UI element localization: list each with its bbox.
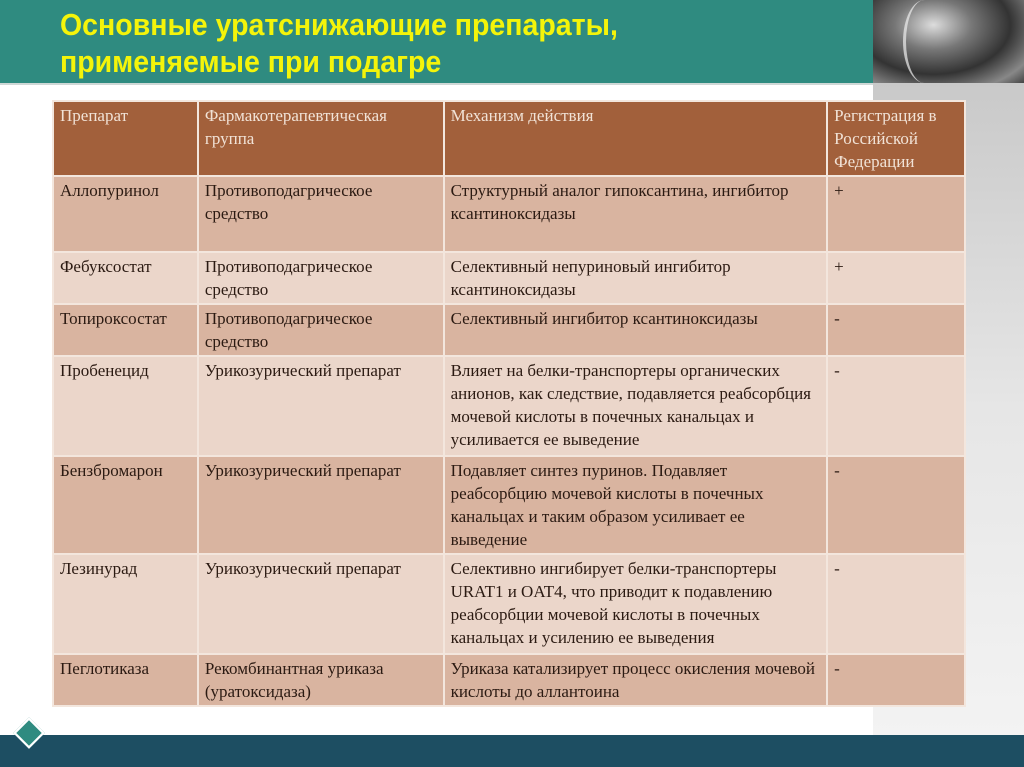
header-drug: Препарат [53, 101, 198, 176]
drug-name-cell: Пробенецид [53, 356, 198, 456]
header-group: Фармакотерапевтическая группа [198, 101, 444, 176]
drug-name-cell: Лезинурад [53, 554, 198, 654]
drug-name-cell: Топироксостат [53, 304, 198, 356]
title-line-1: Основные уратснижающие препараты, [60, 7, 618, 42]
title-line-2: применяемые при подагре [60, 44, 442, 79]
mechanism-cell: Селективно ингибирует белки-транспортеры URAT1 и OAT4, что приводит к подавлению реабсорбции мочевой кислоты в почечных канальцах и усилению ее выведения [444, 554, 828, 654]
table-row [53, 252, 965, 304]
pharm-group-cell: Урикозурический препарат [198, 356, 444, 456]
registration-cell: + [827, 252, 965, 304]
drug-name-cell: Аллопуринол [53, 176, 198, 252]
pharm-group-cell: Рекомбинантная уриказа (уратоксидаза) [198, 654, 444, 706]
footer-bar [0, 735, 1024, 767]
mechanism-cell: Влияет на белки-транспортеры органических анионов, как следствие, подавляется реабсорбция мочевой кислоты в почечных канальцах и усиливается ее выведение [444, 356, 828, 456]
pharm-group-cell: Урикозурический препарат [198, 456, 444, 554]
table-row [53, 304, 965, 356]
table-row [53, 456, 965, 554]
slide-title [60, 6, 618, 80]
header-mechanism: Механизм действия [444, 101, 828, 176]
registration-cell: - [827, 356, 965, 456]
title-bar [0, 0, 873, 83]
mechanism-cell: Селективный непуриновый ингибитор ксантиноксидазы [444, 252, 828, 304]
registration-cell: - [827, 554, 965, 654]
registration-cell: - [827, 456, 965, 554]
table-row [53, 554, 965, 654]
mechanism-cell: Селективный ингибитор ксантиноксидазы [444, 304, 828, 356]
mechanism-cell: Уриказа катализирует процесс окисления мочевой кислоты до аллантоина [444, 654, 828, 706]
table-row [53, 654, 965, 706]
divider [0, 83, 873, 85]
registration-cell: - [827, 304, 965, 356]
table-row [53, 176, 965, 252]
registration-cell: - [827, 654, 965, 706]
mechanism-cell: Структурный аналог гипоксантина, ингибитор ксантиноксидазы [444, 176, 828, 252]
registration-cell: + [827, 176, 965, 252]
drugs-table [52, 100, 966, 707]
mechanism-cell: Подавляет синтез пуринов. Подавляет реабсорбцию мочевой кислоты в почечных канальцах и таким образом усиливает ее выведение [444, 456, 828, 554]
drug-name-cell: Бензбромарон [53, 456, 198, 554]
decorative-photo [873, 0, 1024, 83]
table-header-row [53, 101, 965, 176]
pharm-group-cell: Противоподагрическое средство [198, 176, 444, 252]
table-row [53, 356, 965, 456]
drug-name-cell: Пеглотиказа [53, 654, 198, 706]
drug-name-cell: Фебуксостат [53, 252, 198, 304]
header-registration: Регистрация в Российской Федерации [827, 101, 965, 176]
pharm-group-cell: Противоподагрическое средство [198, 304, 444, 356]
pharm-group-cell: Урикозурический препарат [198, 554, 444, 654]
pharm-group-cell: Противоподагрическое средство [198, 252, 444, 304]
